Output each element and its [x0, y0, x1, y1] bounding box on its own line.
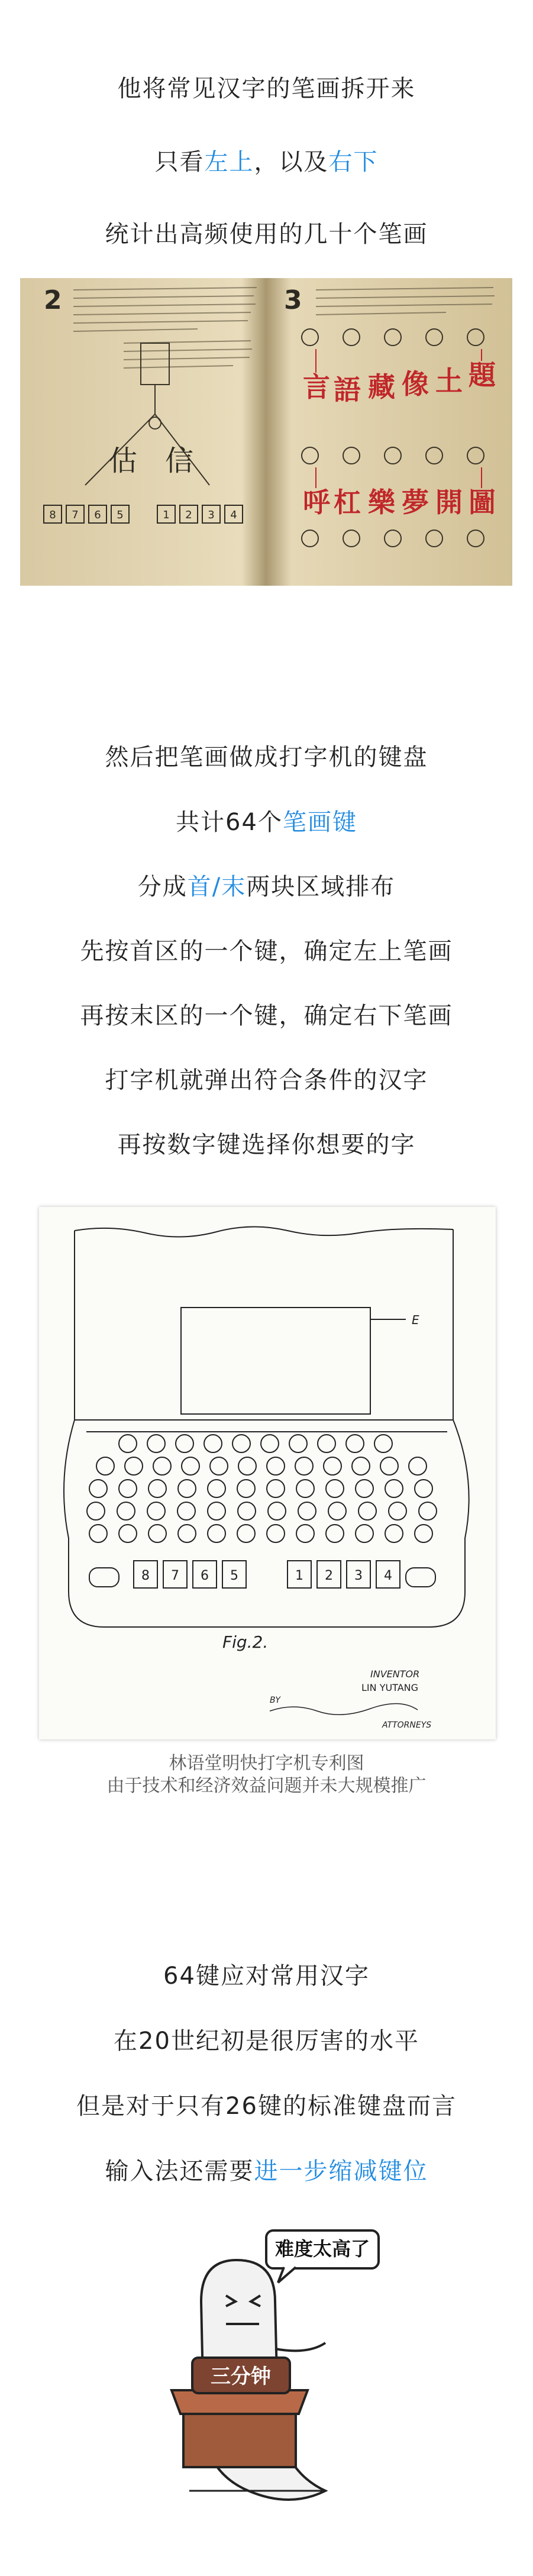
stroke-key: [237, 1525, 255, 1542]
patent-number-key-label: 8: [141, 1568, 150, 1583]
red-char: 圖: [469, 486, 496, 518]
stroke-key: [176, 1435, 193, 1452]
inventor-name: LIN YUTANG: [361, 1682, 419, 1693]
patent-number-key-label: 4: [384, 1568, 392, 1583]
patent-number-key-label: 2: [325, 1568, 333, 1583]
attorneys-label: ATTORNEYS: [382, 1720, 432, 1730]
stroke-key: [89, 1480, 107, 1497]
stroke-key-grid: [87, 1435, 437, 1542]
red-char: 像: [402, 368, 429, 400]
stroke-key: [289, 1435, 307, 1452]
patent-caption-1: 林语堂明快打字机专利图: [169, 1753, 364, 1774]
inventor-label: INVENTOR: [370, 1668, 420, 1680]
red-char: 杠: [334, 486, 361, 518]
stroke-key: [268, 1502, 286, 1520]
stroke-key: [148, 1525, 166, 1542]
intro-line-2-highlight-2: 右下: [328, 149, 379, 176]
stroke-key: [358, 1502, 376, 1520]
stroke-key: [204, 1435, 222, 1452]
stroke-key: [419, 1502, 437, 1520]
intro-line-2-mid: ，以及: [254, 149, 329, 176]
intro-line-1: 他将常见汉字的笔画拆开来: [117, 75, 416, 102]
book-key-label: 8: [49, 509, 56, 521]
book-key-label: 4: [230, 509, 237, 521]
patent-number-key-label: 3: [354, 1568, 363, 1583]
patent-number-key-label: 7: [171, 1568, 179, 1583]
stroke-key: [298, 1502, 316, 1520]
body-line-4: 先按首区的一个键，确定左上笔画: [80, 938, 453, 965]
stroke-key: [125, 1457, 143, 1475]
stroke-key: [415, 1525, 432, 1542]
patent-number-key-label: 5: [230, 1568, 238, 1583]
red-char: 開: [435, 486, 463, 518]
body-line-5: 再按末区的一个键，确定右下笔画: [80, 1002, 453, 1029]
body-line-2: [0, 808, 533, 837]
red-char: 呼: [303, 486, 330, 518]
stroke-key: [178, 1525, 196, 1542]
stroke-key: [346, 1435, 364, 1452]
stroke-key: [89, 1525, 107, 1542]
intro-line-2-highlight-1: 左上: [204, 149, 254, 176]
body-line-3-post: 两块区域排布: [246, 873, 396, 900]
stroke-key: [119, 1435, 137, 1452]
stroke-key: [385, 1525, 403, 1542]
patent-caption-2: 由于技术和经济效益问题并未大规模推广: [106, 1776, 427, 1796]
stroke-key: [389, 1502, 406, 1520]
by-label: BY: [270, 1696, 280, 1705]
mascot-box-label: 三分钟: [211, 2365, 271, 2388]
red-char: 題: [469, 359, 496, 391]
stroke-key: [182, 1457, 199, 1475]
stroke-key: [238, 1502, 256, 1520]
stroke-key: [352, 1457, 370, 1475]
stroke-key: [208, 1480, 225, 1497]
stroke-key: [328, 1502, 346, 1520]
closing-line-1: 64键应对常用汉字: [163, 1962, 370, 1990]
book-key-label: 2: [185, 509, 192, 521]
red-char: 樂: [368, 486, 395, 518]
closing-line-2: 在20世纪初是很厉害的水平: [114, 2028, 419, 2055]
body-line-2-highlight: 笔画键: [282, 809, 357, 836]
stroke-key: [380, 1457, 398, 1475]
red-char: 夢: [402, 486, 429, 518]
book-photo: [20, 278, 512, 586]
stroke-key: [119, 1525, 137, 1542]
right-page-number: 3: [284, 285, 302, 315]
stroke-key: [385, 1480, 403, 1497]
stroke-key: [147, 1435, 165, 1452]
patent-drawing-svg: [39, 1207, 496, 1739]
red-char: 語: [334, 374, 361, 406]
stroke-key: [296, 1480, 314, 1497]
stroke-key: [96, 1457, 114, 1475]
body-line-3-highlight: 首/末: [187, 873, 247, 900]
closing-line-3: 但是对于只有26键的标准键盘而言: [76, 2093, 457, 2120]
mascot-speech-text: 难度太高了: [274, 2238, 370, 2260]
stroke-key: [208, 1525, 225, 1542]
stroke-key: [374, 1435, 392, 1452]
stroke-key: [267, 1525, 285, 1542]
stroke-key: [324, 1457, 341, 1475]
stroke-key: [177, 1502, 195, 1520]
patent-number-key-label: 6: [201, 1568, 209, 1583]
stroke-key: [409, 1457, 427, 1475]
closing-line-4-highlight: 进一步缩减键位: [254, 2158, 428, 2185]
stroke-key: [356, 1480, 373, 1497]
stroke-key: [147, 1502, 165, 1520]
book-photo-drawing: [20, 278, 512, 586]
patent-number-key-label: 1: [295, 1568, 303, 1583]
stroke-key: [148, 1480, 166, 1497]
stroke-key: [210, 1457, 228, 1475]
stroke-key: [267, 1480, 285, 1497]
example-char-a: 估: [109, 444, 138, 477]
mascot-illustration: [148, 2213, 385, 2568]
book-key-label: 5: [117, 509, 124, 521]
book-key-label: 1: [163, 509, 170, 521]
stroke-key: [318, 1435, 335, 1452]
figure-label: Fig.2.: [222, 1632, 269, 1652]
body-line-6: 打字机就弹出符合条件的汉字: [105, 1067, 428, 1094]
stroke-key: [295, 1457, 313, 1475]
patent-number-keys: [134, 1561, 400, 1588]
closing-line-4: [0, 2157, 533, 2186]
stroke-key: [178, 1480, 196, 1497]
intro-line-2-pre: 只看: [154, 149, 205, 176]
intro-line-2: [0, 148, 533, 176]
stroke-key: [415, 1480, 432, 1497]
closing-line-4-pre: 输入法还需要: [105, 2158, 254, 2185]
stroke-key: [261, 1435, 279, 1452]
book-key-label: 3: [208, 509, 215, 521]
body-line-3-pre: 分成: [137, 873, 188, 900]
red-char: 土: [435, 365, 463, 397]
stroke-key: [356, 1525, 373, 1542]
red-char: 藏: [368, 371, 395, 403]
stroke-key: [326, 1480, 344, 1497]
stroke-key: [153, 1457, 171, 1475]
body-line-7: 再按数字键选择你想要的字: [117, 1131, 416, 1158]
stroke-key: [326, 1525, 344, 1542]
stroke-key: [238, 1457, 256, 1475]
stroke-key: [232, 1435, 250, 1452]
stroke-key: [119, 1480, 137, 1497]
example-char-b: 信: [165, 444, 194, 477]
book-key-label: 6: [94, 509, 101, 521]
stroke-key: [208, 1502, 225, 1520]
body-line-2-pre: 共计64个: [176, 809, 283, 836]
left-page-number: 2: [44, 285, 62, 315]
stroke-key: [267, 1457, 285, 1475]
red-char: 言: [303, 371, 330, 403]
label-e: E: [412, 1313, 419, 1327]
intro-line-3: 统计出高频使用的几十个笔画: [105, 221, 428, 248]
stroke-key: [87, 1502, 105, 1520]
body-line-1: 然后把笔画做成打字机的键盘: [105, 744, 428, 771]
stroke-key: [296, 1525, 314, 1542]
stroke-key: [117, 1502, 135, 1520]
mascot-svg: [148, 2213, 385, 2568]
stroke-key: [237, 1480, 255, 1497]
book-key-label: 7: [72, 509, 79, 521]
patent-drawing: [39, 1207, 496, 1739]
body-line-3: [0, 873, 533, 901]
